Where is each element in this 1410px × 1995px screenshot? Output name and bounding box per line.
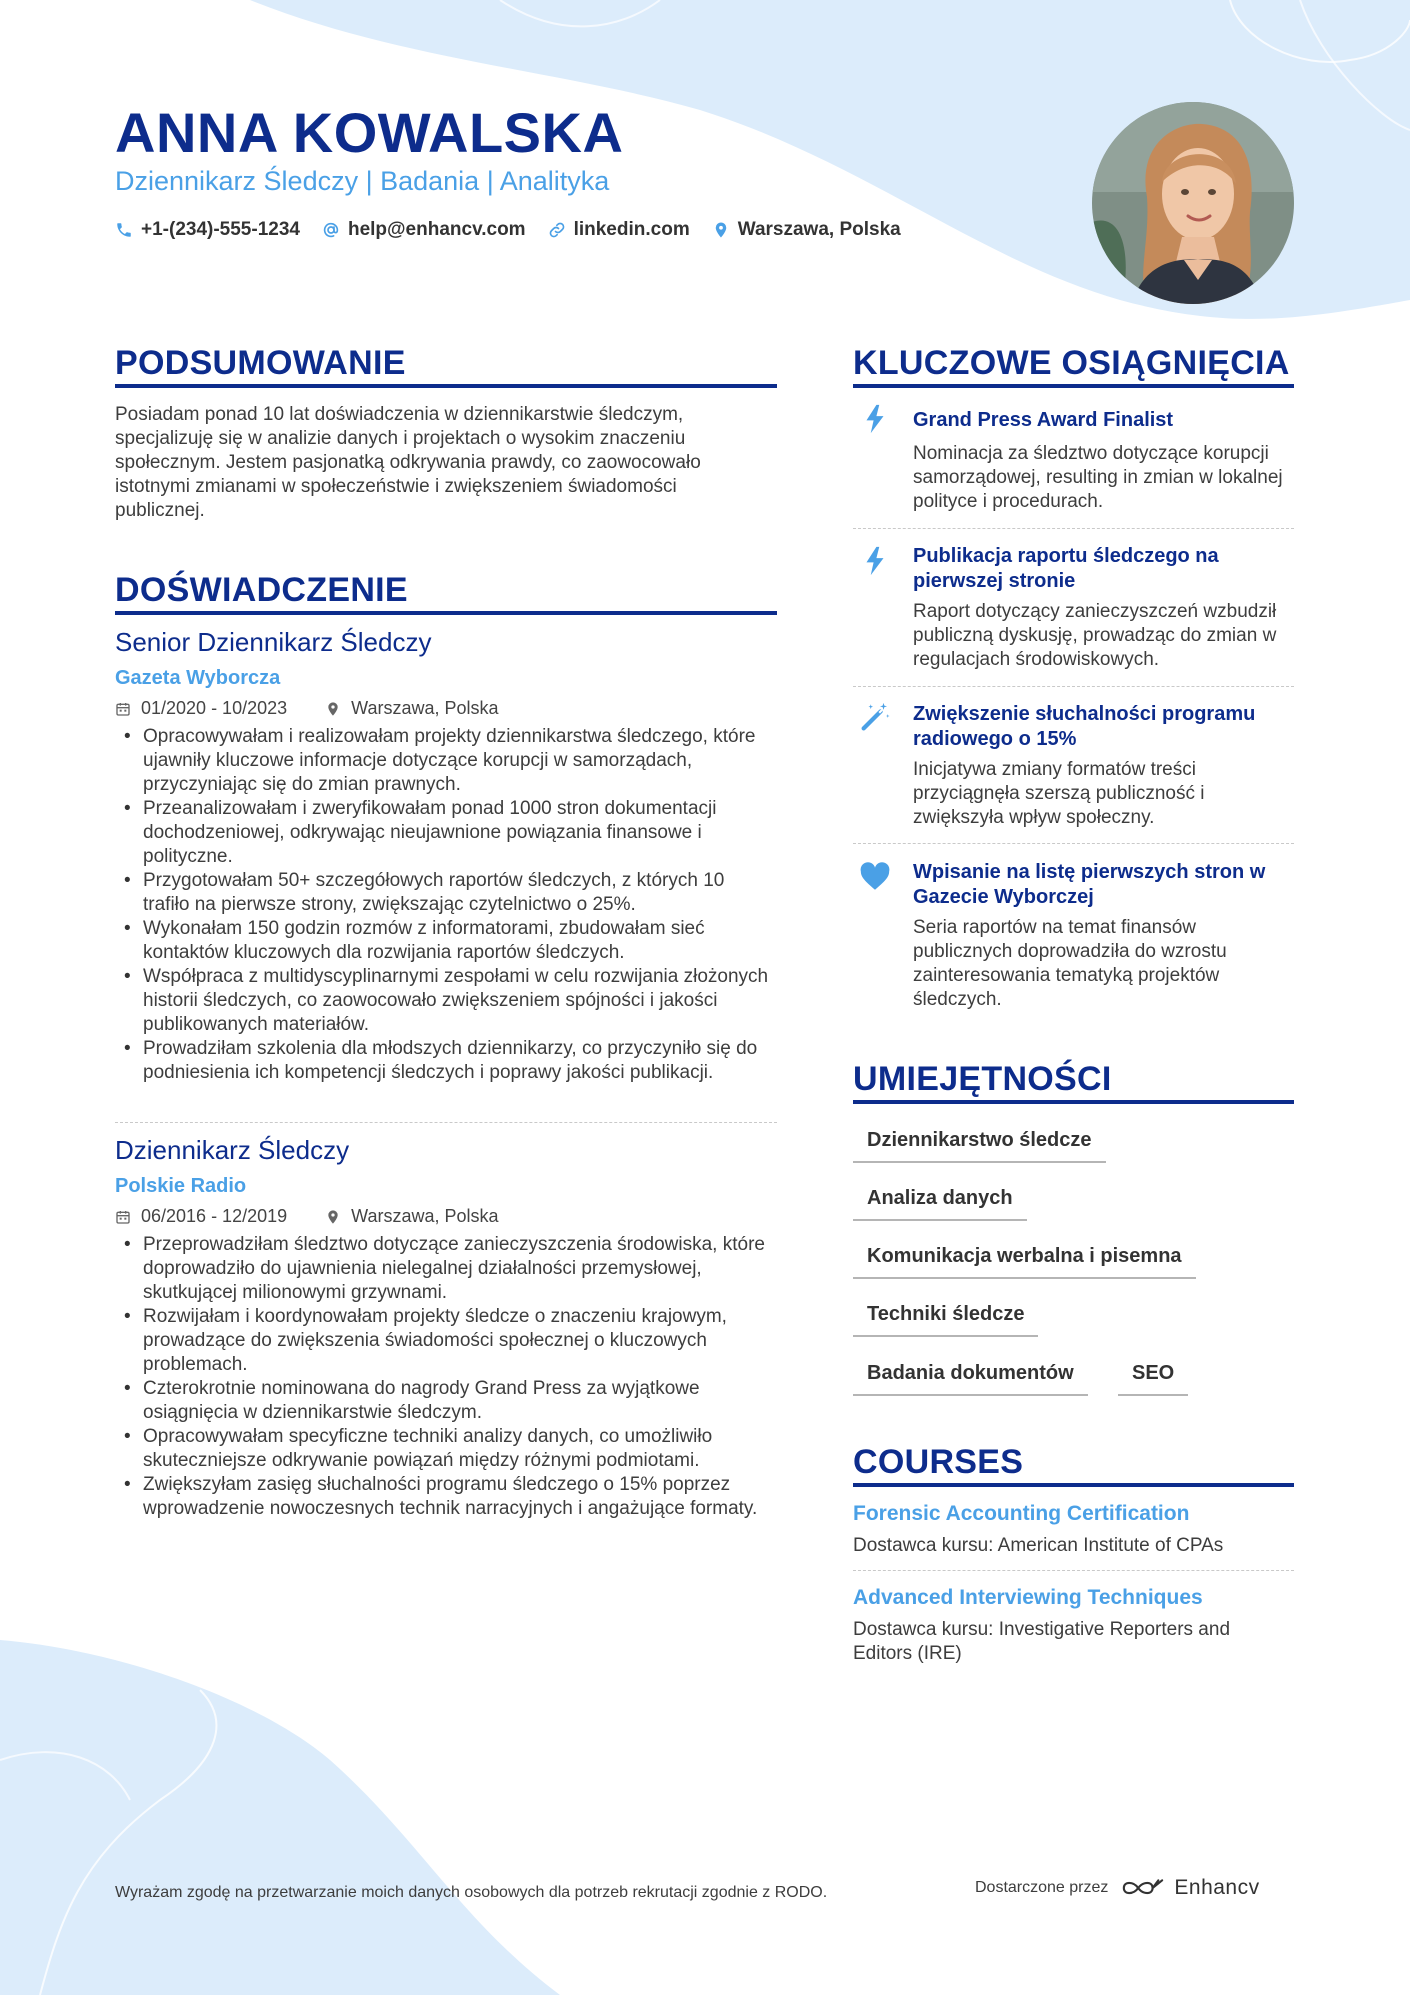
- experience-rule: [115, 611, 777, 615]
- bullet-item: • Czterokrotnie nominowana do nagrody Grand Press za wyjątkowe osiągnięcia w dziennikarstwie śledczym.: [115, 1377, 775, 1425]
- skill-tag: Komunikacja werbalna i pisemna: [853, 1233, 1196, 1279]
- phone-text: +1-(234)-555-1234: [141, 219, 300, 240]
- skill-tag: Dziennikarstwo śledcze: [853, 1117, 1106, 1163]
- courses-heading: COURSES: [853, 1443, 1024, 1481]
- calendar-icon: [115, 701, 131, 717]
- achievements-rule: [853, 384, 1294, 388]
- lightning-icon: [858, 402, 892, 436]
- achievement-description: Inicjatywa zmiany formatów treści przyciągnęła szerszą publiczność i zwiększyła wpływ społeczny.: [913, 759, 1205, 828]
- bullet-item: • Prowadziłam szkolenia dla młodszych dziennikarzy, co przyczyniło się do podniesienia ich kompetencji śledczych i poprawy jakości publikacji.: [115, 1037, 775, 1085]
- job-dates: 01/2020 - 10/2023: [141, 698, 288, 718]
- contact-email[interactable]: [322, 219, 526, 241]
- phone-icon: [115, 221, 133, 239]
- summary-heading: PODSUMOWANIE: [115, 344, 406, 382]
- job-location: Warszawa, Polska: [351, 698, 499, 718]
- job-dates: 06/2016 - 12/2019: [141, 1206, 288, 1226]
- skill-tag: Analiza danych: [853, 1175, 1027, 1221]
- courses-rule: [853, 1483, 1294, 1487]
- profile-photo: [1092, 102, 1294, 304]
- candidate-subtitle: Dziennikarz Śledczy | Badania | Analityka: [115, 166, 610, 196]
- achievement-description: Raport dotyczący zanieczyszczeń wzbudził publiczną dyskusję, prowadząc do zmian w regulacjach środowiskowych.: [913, 601, 1277, 670]
- course-provider: Dostawca kursu: American Institute of CPAs: [853, 1535, 1224, 1556]
- achievement-title: Publikacja raportu śledczego na pierwszej stronie: [913, 545, 1219, 592]
- linkedin-text: linkedin.com: [573, 219, 690, 240]
- job-meta: [115, 698, 499, 719]
- magic-wand-icon: [858, 700, 892, 734]
- job-separator: [115, 1122, 777, 1123]
- contact-row: [115, 219, 901, 241]
- bullet-item: • Przeprowadziłam śledztwo dotyczące zanieczyszczenia środowiska, które doprowadziło do ujawnienia nielegalnej działalności przemysłowej, skutkującej milionowymi grzywnami.: [115, 1233, 775, 1305]
- course-title: Forensic Accounting Certification: [853, 1502, 1190, 1525]
- bullet-item: • Opracowywałam i realizowałam projekty dziennikarstwa śledczego, które ujawniły kluczowe informacje dotyczące korupcji w samorządach, przyczyniając się do zmian prawnych.: [115, 725, 775, 797]
- course-provider: Dostawca kursu: Investigative Reporters and Editors (IRE): [853, 1619, 1231, 1664]
- lightning-icon: [858, 544, 892, 578]
- achievement-title: Wpisanie na listę pierwszych stron w Gazecie Wyborczej: [913, 861, 1266, 908]
- email-text: help@enhancv.com: [347, 219, 526, 240]
- skill-tag: SEO: [1118, 1350, 1188, 1396]
- bullet-item: • Przygotowałam 50+ szczegółowych raportów śledczych, z których 10 trafiło na pierwsze strony, zwiększając czytelnictwo o 25%.: [115, 869, 775, 917]
- achievement-separator: [853, 528, 1294, 529]
- location-pin-icon: [325, 1209, 341, 1225]
- bullet-item: • Zwiększyłam zasięg słuchalności programu śledczego o 15% poprzez wprowadzenie nowoczesnych technik narracyjnych i angażujące formaty.: [115, 1473, 775, 1521]
- skill-tag: Badania dokumentów: [853, 1350, 1088, 1396]
- powered-by-label: Dostarczone przez: [975, 1879, 1109, 1896]
- bullet-item: • Przeanalizowałam i zweryfikowałam ponad 1000 stron dokumentacji dochodzeniowej, odkrywając nieujawnione powiązania finansowe i polityczne.: [115, 797, 775, 869]
- experience-heading: DOŚWIADCZENIE: [115, 571, 408, 609]
- enhancv-logo-icon: [1120, 1876, 1166, 1900]
- calendar-icon: [115, 1209, 131, 1225]
- achievement-description: Nominacja za śledztwo dotyczące korupcji samorządowej, resulting in zmian w lokalnej polityce i procedurach.: [913, 443, 1283, 512]
- heart-icon: [858, 860, 892, 894]
- contact-location: [712, 219, 901, 241]
- job-title: Dziennikarz Śledczy: [115, 1135, 350, 1165]
- achievement-description: Seria raportów na temat finansów publicznych doprowadziła do wzrostu zainteresowania tematyką projektów śledczych.: [913, 917, 1227, 1010]
- company-name: Polskie Radio: [115, 1175, 247, 1197]
- bullet-item: • Współpraca z multidyscyplinarnymi zespołami w celu rozwijania złożonych historii śledczych, co zaowocowało zwiększeniem spójności i jakości publikowanych materiałów.: [115, 965, 775, 1037]
- job-bullets: [115, 1233, 775, 1521]
- consent-text: Wyrażam zgodę na przetwarzanie moich danych osobowych dla potrzeb rekrutacji zgodnie z RODO.: [115, 1884, 828, 1901]
- location-pin-icon: [712, 221, 730, 239]
- bullet-item: • Wykonałam 150 godzin rozmów z informatorami, zbudowałam sieć kontaktów kluczowych dla rozwijania raportów śledczych.: [115, 917, 775, 965]
- location-pin-icon: [325, 701, 341, 717]
- job-location: Warszawa, Polska: [351, 1206, 499, 1226]
- link-icon: [548, 221, 566, 239]
- summary-text: Posiadam ponad 10 lat doświadczenia w dziennikarstwie śledczym, specjalizuję się w analizie danych i projektach o wysokim znaczeniu społecznym. Jestem pasjonatką odkrywania prawdy, co zaowocowało istotnymi zmianami w społeczeństwie i zwiększeniem świadomości publicznej.: [115, 404, 701, 521]
- job-title: Senior Dziennikarz Śledczy: [115, 627, 432, 657]
- achievement-title: Zwiększenie słuchalności programu radiowego o 15%: [913, 703, 1256, 750]
- bullet-item: • Rozwijałam i koordynowałam projekty śledcze o znaczeniu krajowym, prowadzące do zwiększenia świadomości społecznej o kluczowych problemach.: [115, 1305, 775, 1377]
- at-icon: [322, 221, 340, 239]
- achievement-separator: [853, 843, 1294, 844]
- course-title: Advanced Interviewing Techniques: [853, 1586, 1203, 1609]
- company-name: Gazeta Wyborcza: [115, 667, 281, 689]
- job-bullets: [115, 725, 775, 1085]
- enhancv-logo: [1120, 1876, 1259, 1900]
- location-text: Warszawa, Polska: [737, 219, 901, 240]
- achievements-heading: KLUCZOWE OSIĄGNIĘCIA: [853, 344, 1290, 382]
- bullet-item: • Opracowywałam specyficzne techniki analizy danych, co umożliwiło skuteczniejsze odkrywanie powiązań między różnymi podmiotami.: [115, 1425, 775, 1473]
- contact-linkedin[interactable]: [548, 219, 690, 241]
- course-separator: [853, 1570, 1294, 1571]
- job-meta: [115, 1206, 499, 1227]
- skills-heading: UMIEJĘTNOŚCI: [853, 1060, 1112, 1098]
- enhancv-brand-text: Enhancv: [1174, 1876, 1260, 1899]
- achievement-separator: [853, 686, 1294, 687]
- powered-by[interactable]: [975, 1876, 1260, 1900]
- skills-rule: [853, 1100, 1294, 1104]
- summary-rule: [115, 384, 777, 388]
- skill-tag: Techniki śledcze: [853, 1291, 1038, 1337]
- achievement-title: Grand Press Award Finalist: [913, 409, 1174, 431]
- candidate-name: ANNA KOWALSKA: [115, 101, 624, 164]
- contact-phone[interactable]: [115, 219, 300, 241]
